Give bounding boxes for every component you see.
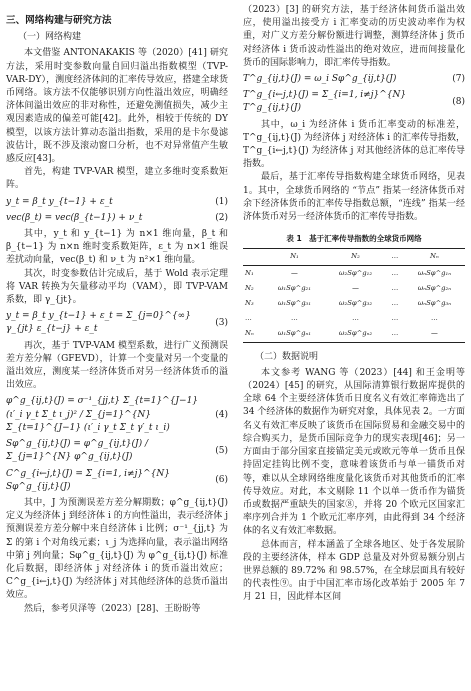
table-cell: ωₙSφ^g₃ₙ bbox=[417, 299, 452, 308]
equation-1-body: y_t = β_t y_{t−1} + ε_t bbox=[6, 196, 113, 207]
table-row-header: … bbox=[245, 314, 252, 323]
table-cell: — bbox=[352, 283, 359, 292]
table-row bbox=[243, 281, 465, 296]
paragraph-index-definitions: 其中，ω_i 为经济体 i 货币汇率变动的标准差，T^g_{ij,t}(J) 为经济体 j 对经济体 i 的汇率传导指数，T^g_{i←j,t}(J) 为经济体 j 对其他经济体的总汇率传导指数。 bbox=[243, 119, 466, 170]
equation-2-number: (2) bbox=[215, 212, 228, 223]
paragraph-network: 最后，基于汇率传导指数构建全球货币网络，见表 1。其中，全球货币网络的 “节点” 指某一经济体货币对余下经济体货币的汇率传导指数总额，“连线” 指某一经济体货币对另一经济体货币的汇率传导指数。 bbox=[243, 172, 465, 223]
equation-3-body: y_t = β_t y_{t−1} + ε_t = Σ_{j=0}^{∞} γ_{jt} ε_{t−j} + ε_t bbox=[6, 311, 191, 335]
left-column bbox=[6, 4, 228, 616]
equation-6-number: (6) bbox=[215, 475, 228, 486]
table-cell: … bbox=[391, 329, 399, 338]
table-cell: ω₁Sφ^gₙ₁ bbox=[277, 329, 312, 338]
table-cell: ωₙSφ^g₁ₙ bbox=[417, 268, 452, 277]
table-cell: … bbox=[391, 299, 399, 308]
equation-1 bbox=[6, 196, 228, 209]
table-header-cell: Nₙ bbox=[430, 252, 439, 261]
table-cell: ω₁Sφ^g₃₁ bbox=[277, 299, 311, 308]
table-header-row bbox=[243, 249, 465, 265]
table-cell: … bbox=[352, 314, 359, 323]
equation-8-number: (8) bbox=[452, 96, 465, 107]
paragraph-sample: 总体而言，样本涵盖了全球各地区、处于各发展阶段的主要经济体，样本 GDP 总量及对外贸易额分别占世界总额的 89.72% 和 98.57%，在全球层面具有较好的代表性⑨。由于中国汇率市场化改革始于 2005 年 7 月 21 日，因此样本区间 bbox=[243, 539, 465, 603]
paragraph-method: 本文借鉴 ANTONAKAKIS 等（2020）[41] 研究方法，采用时变参数向量自回归溢出指数模型（TVP-VAR-DY），测度经济体间的汇率传导效应，搭建全球货币网络。该方法不仅能够识别方向性溢出效应，明确经济体间溢出效应的非对称性，还避免测值损失，减少主观因素造成的偏差可能[42]。此外，相较于传统的 DY 模型，以该方法计算动态溢出指数，采用的是卡尔曼滤波估计，既不涉及滚动窗口分析，也不对异常值产生敏感反应[43]。 bbox=[6, 48, 228, 165]
equation-5-body: Sφ^g_{ij,t}(J) = φ^g_{ij,t}(J) / Σ_{j=1}^{N} φ^g_{ij,t}(J) bbox=[6, 439, 148, 463]
equation-4-body: φ^g_{ij,t}(J) = σ⁻¹_{jj,t} Σ_{t=1}^{J−1} (ι′_i γ_t Σ_t ι_j)² / Σ_{j=1}^{N} Σ_{t=1}^{J−1} (ι′_i γ_t Σ_t γ′_t ι_i) bbox=[6, 396, 199, 433]
paragraph-variables: 其中，y_t 和 y_{t−1} 为 n×1 维向量，β_t 和 β_{t−1} 为 n×n 维时变系数矩阵，ε_t 为 n×1 维误差扰动向量，vec(β_t) 和 ν_t 为 n²×1 维向量。 bbox=[6, 229, 228, 266]
equation-4 bbox=[6, 395, 228, 435]
table-cell: ω₂Sφ^g₁₂ bbox=[338, 268, 373, 277]
table-cell: … bbox=[431, 314, 438, 323]
subsection-title-network: （一）网络构建 bbox=[18, 32, 82, 43]
equation-4-number: (4) bbox=[215, 409, 228, 420]
table-cell: — bbox=[291, 268, 298, 277]
equation-5-number: (5) bbox=[215, 445, 228, 456]
table-header-cell: N₁ bbox=[290, 252, 299, 261]
paragraph-weighting: （2023）[3] 的研究方法，基于经济体间货币溢出效应，使用溢出接受方 i 汇率变动的历史波动率作为权重，对广义方差分解份额进行调整，测算经济体 j 货币对经济体 i 货币波动性溢出的绝对效应，进而间接量化货币的国际影响力，即汇率传导指数。 bbox=[243, 5, 465, 68]
equation-7 bbox=[243, 73, 465, 86]
table-header-cell: N₂ bbox=[351, 252, 360, 261]
equation-6-body: C^g_{i←j,t}(J) = Σ_{i=1, i≠j}^{N} Sφ^g_{ij,t}(J) bbox=[6, 468, 170, 492]
table-header-cell: … bbox=[391, 252, 399, 261]
equation-8-body: T^g_{i←j,t}(J) = Σ_{i=1, i≠j}^{N} T^g_{ij,t}(J) bbox=[243, 90, 407, 114]
table-cell: … bbox=[291, 314, 298, 323]
table-row-header: N₂ bbox=[245, 283, 254, 292]
equation-2 bbox=[6, 212, 228, 225]
equation-5 bbox=[6, 438, 228, 464]
equation-7-number: (7) bbox=[452, 74, 465, 85]
table-row-header: N₃ bbox=[245, 299, 254, 308]
network-table bbox=[243, 248, 465, 342]
equation-3-number: (3) bbox=[215, 317, 228, 328]
paragraph-data: 本文参考 WANG 等（2023）[44] 和王金明等（2024）[45] 的研究，从国际清算银行数据库提供的全球 64 个主要经济体货币日度名义有效汇率筛选出了 34 个经济体的数据作为研究对象，具体见表 2。一方面名义有效汇率反映了该货币在国际贸易和金融交易中的综合购买力，是货币国际竞争力的现实表现[46]；另一方面由于部分国家直接锚定美元或欧元等单一货币且保持固定挂钩比例不变，意味着该货币与单一锚货币对等，难以从全球网络维度量化该货币对其他货币的汇率传导效应。对此，本文剔除 11 个以单一货币作为锚货币或数据严重缺失的国家⑧，并将 20 个欧元区国家汇率序列合并为 1 个欧元汇率序列，由此得到 34 个经济体的名义有效汇率数据。 bbox=[243, 367, 465, 537]
equation-6 bbox=[6, 468, 228, 494]
table-cell: … bbox=[391, 268, 399, 277]
table-cell: ω₂Sφ^g₃₂ bbox=[338, 299, 373, 308]
table-cell: — bbox=[431, 329, 438, 338]
table-header-cell bbox=[243, 249, 264, 265]
table-cell: … bbox=[391, 283, 399, 292]
paragraph-gfevd: 再次，基于 TVP-VAM 模型系数，进行广义预测误差方差分解（GFEVD），计算一个变量对另一个变量的溢出效应，测度某一经济体货币对另一经济体货币的溢出效应。 bbox=[6, 340, 228, 391]
paragraph-definitions: 其中，J 为预测误差方差分解期数；φ^g_{ij,t}(J) 定义为经济体 j 到经济体 i 的方向性溢出，表示经济体 j 预测误差方差分解中来自经济体 i 比例；σ⁻¹_{jj,t} 为 Σ 的第 i 个对角线元素；ι_j 为选择向量，表示溢出网络中第 j 列向量；Sφ^g_{ij,t}(J) 为 φ^g_{ij,t}(J) 标准化后数据，即经济体 j 对经济体 i 的货币溢出效应；C^g_{i←j,t}(J) 为经济体 j 对其他经济体的总货币溢出效应。 bbox=[6, 497, 228, 601]
equation-1-number: (1) bbox=[215, 196, 228, 207]
paragraph-tvp-var: 首先，构建 TVP-VAR 模型，建立多维时变系数矩阵。 bbox=[6, 167, 228, 191]
table-cell: … bbox=[391, 314, 399, 323]
equation-7-body: T^g_{ij,t}(J) = ω_i Sφ^g_{ij,t}(J) bbox=[243, 74, 397, 85]
table-row bbox=[243, 311, 465, 326]
table-cell: ωₙSφ^g₂ₙ bbox=[417, 283, 452, 292]
table-row-header: N₁ bbox=[245, 268, 254, 277]
section-title: 三、网络构建与研究方法 bbox=[6, 15, 112, 26]
table-cell: ω₁Sφ^g₂₁ bbox=[277, 283, 311, 292]
table-row bbox=[243, 326, 465, 342]
equation-8 bbox=[243, 89, 465, 115]
paragraph-wold: 其次，时变参数估计完成后，基于 Wold 表示定理将 VAR 转换为矢量移动平均（VAM），即 TVP-VAM 系数，即 γ_{jt}。 bbox=[6, 268, 228, 306]
equation-3 bbox=[6, 310, 228, 336]
paragraph-then: 然后，参考贝泽等（2023）[28]、王盼盼等 bbox=[24, 603, 201, 614]
subsection-title-data: （二）数据说明 bbox=[255, 351, 319, 362]
equation-2-body: vec(β_t) = vec(β_{t−1}) + ν_t bbox=[6, 212, 143, 223]
table-row bbox=[243, 265, 465, 281]
table-cell: ω₂Sφ^gₙ₂ bbox=[338, 329, 373, 338]
table-row bbox=[243, 296, 465, 311]
right-column bbox=[243, 4, 465, 605]
table-title: 表 1 基于汇率传导指数的全球货币网络 bbox=[286, 234, 422, 244]
table-row-header: Nₙ bbox=[245, 329, 254, 338]
